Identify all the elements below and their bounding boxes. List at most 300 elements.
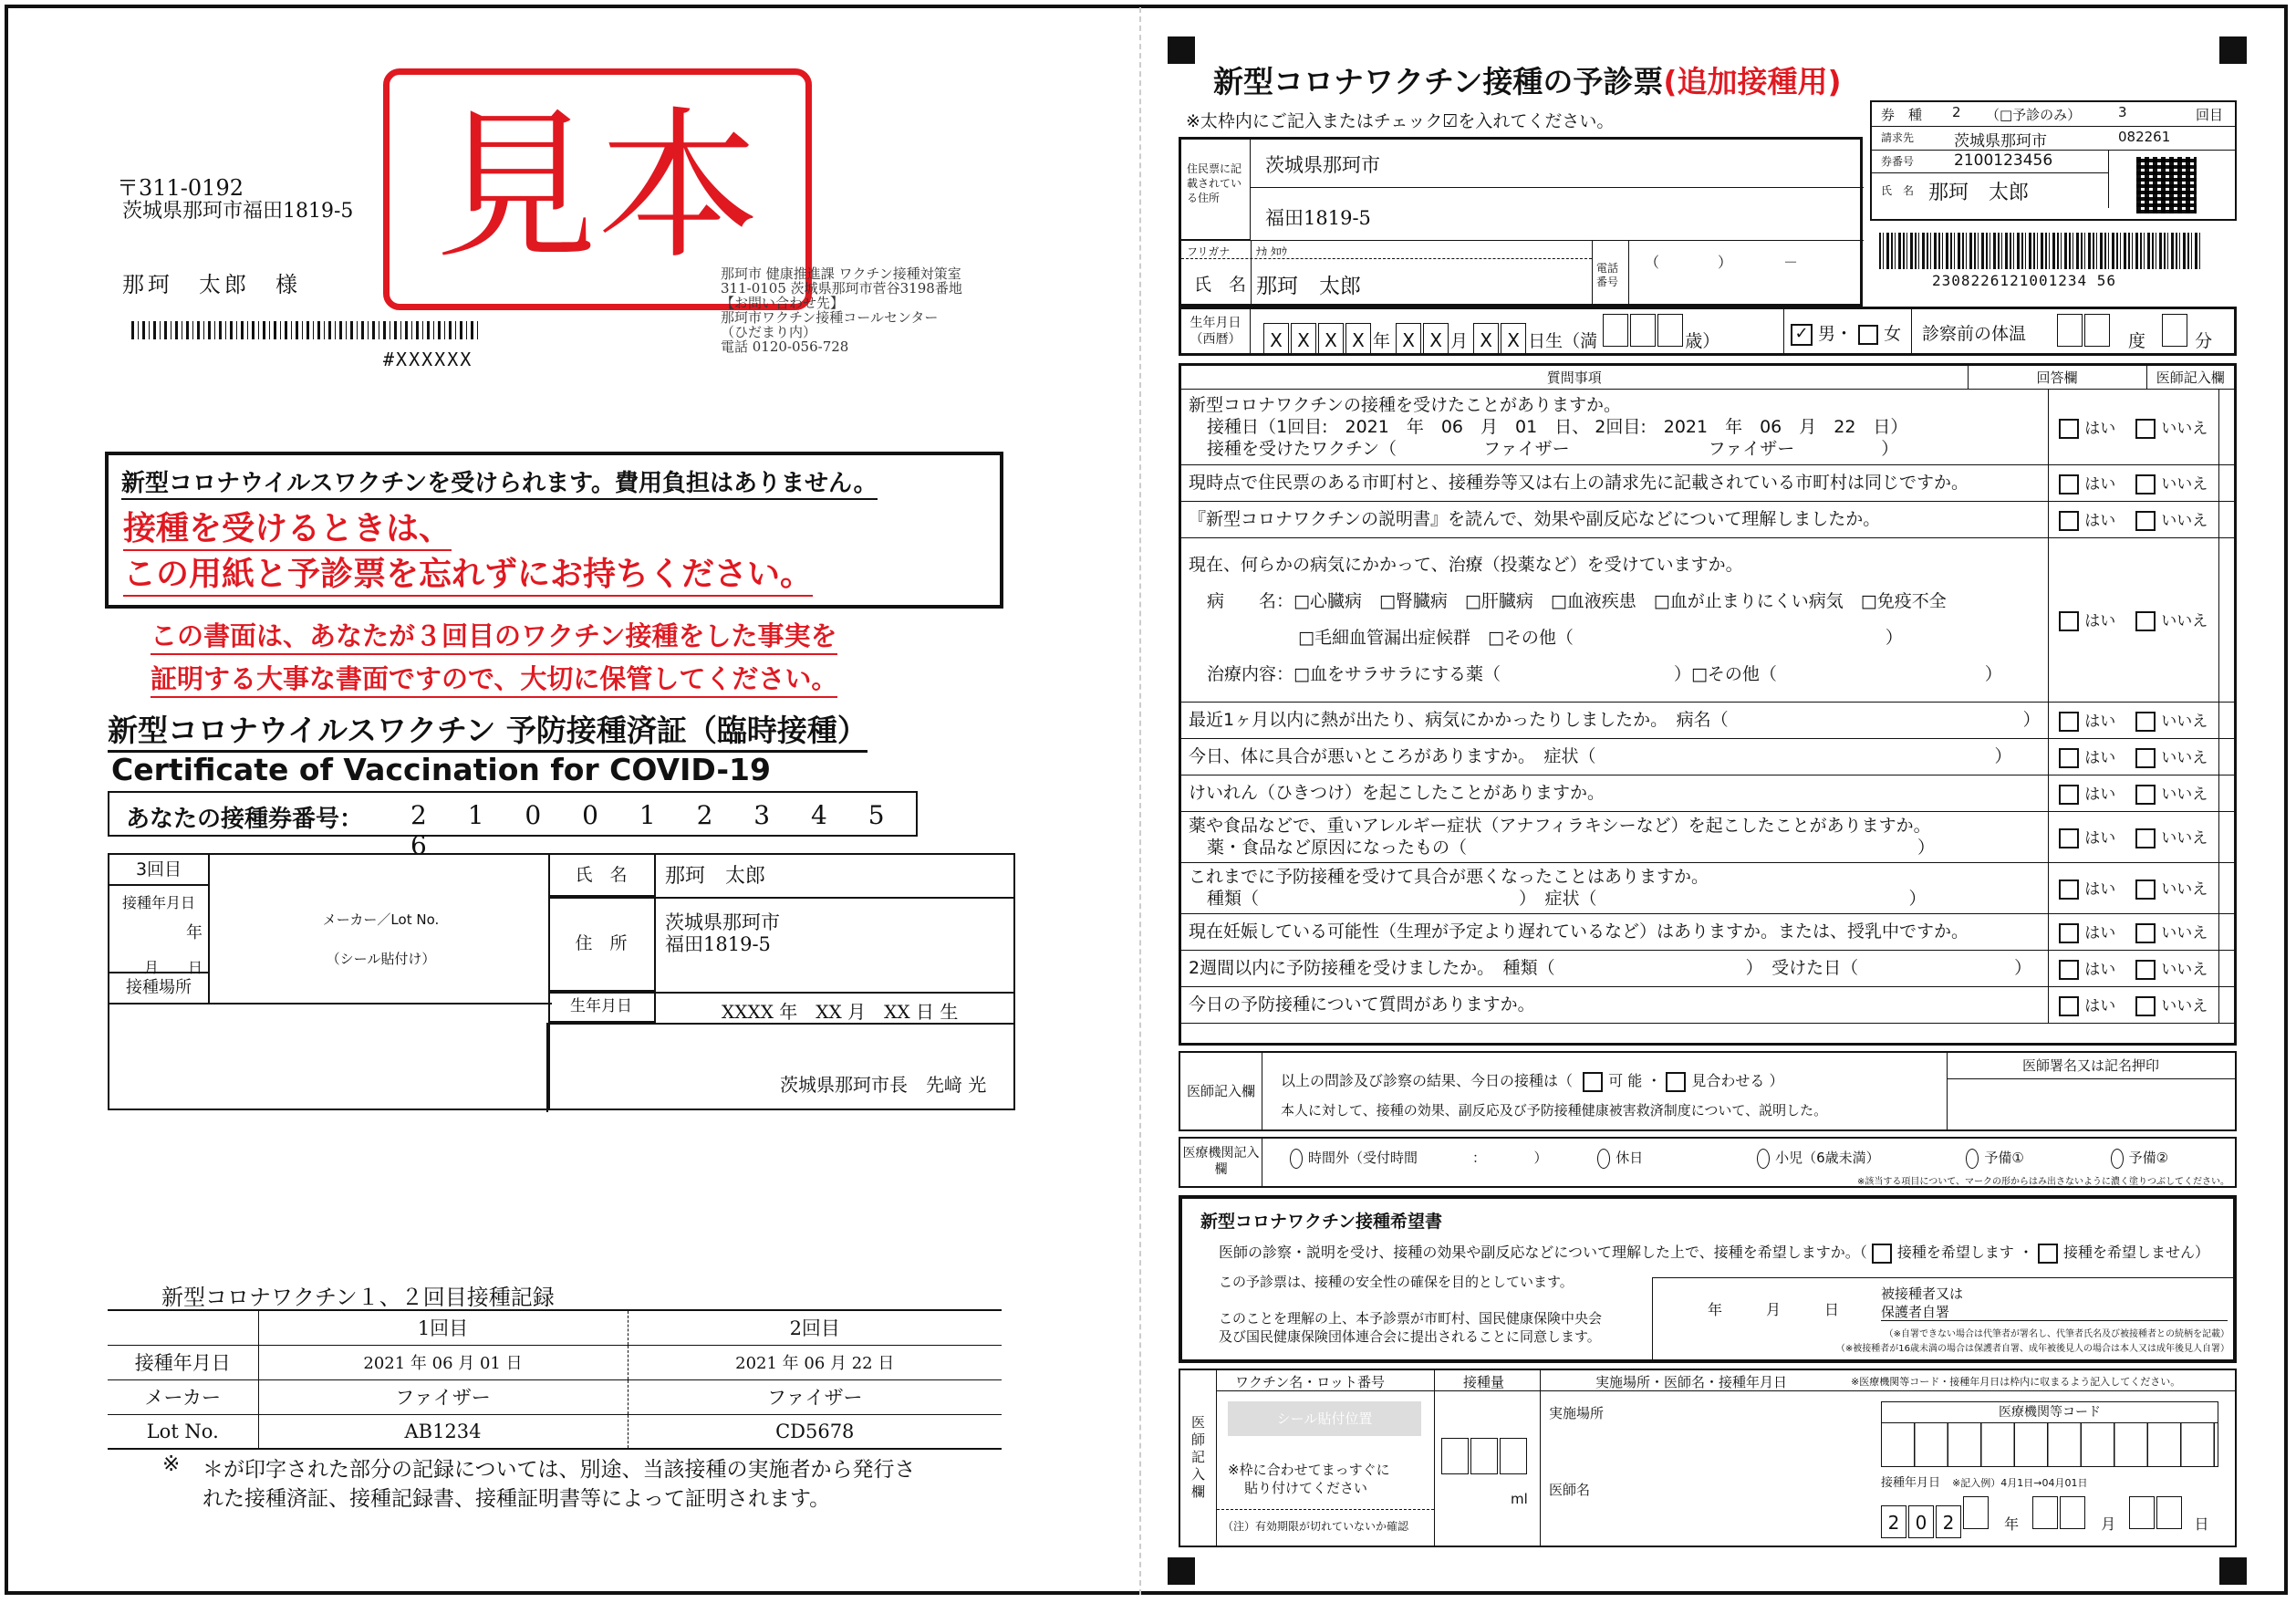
question-row (1181, 464, 2234, 501)
no-label: いいえ (2161, 961, 2208, 979)
yes-label: はい (2084, 880, 2116, 899)
clinic-section (1179, 1137, 2237, 1188)
answer-cell (2048, 390, 2218, 464)
doctor-explanation: 本人に対して、接種の効果、副反応及び予防接種健康被害救済制度について、説明した。 (1281, 1102, 1828, 1119)
registration-mark (2219, 1557, 2247, 1585)
wish-no-label: 接種を希望しません） (2063, 1244, 2210, 1261)
no-label: いいえ (2161, 612, 2208, 630)
no-checkbox[interactable] (2135, 419, 2156, 439)
day-digit[interactable]: X (1501, 323, 1526, 356)
doctor-note-cell[interactable] (2219, 811, 2235, 862)
signature-area[interactable] (1652, 1277, 2233, 1363)
answer-cell (2048, 913, 2218, 950)
yes-checkbox[interactable] (2059, 880, 2079, 900)
ticket-info-box (1870, 100, 2237, 221)
consent-agreement: このことを理解の上、本予診票が市町村、国民健康保険中央会 (1219, 1310, 1603, 1327)
vaccination-date-label (1881, 1473, 2087, 1490)
question-line: 現在妊娠している可能性（生理が予定より遅れているなど）はありますか。または、授乳中ですか。 (1189, 921, 1969, 942)
vdate-digit[interactable] (1963, 1496, 1989, 1529)
birth-digit[interactable]: X (1345, 323, 1371, 356)
no-checkbox[interactable] (2135, 511, 2156, 531)
vaccination-record (1179, 1369, 2237, 1547)
dose-label: 回目 (2196, 107, 2224, 123)
ticket-barcode-number: 2308226121001234 56 (1932, 272, 2117, 289)
question-row (1181, 986, 2234, 1023)
seikyu-value: 茨城県那珂市 (1954, 132, 2047, 151)
certificate-title-en: Certificate of Vaccination for COVID-19 (111, 752, 771, 787)
question-line: 薬・食品など原因になったもの（ ） (1207, 838, 1936, 858)
no-label: いいえ (2161, 924, 2208, 942)
birth-label: 生年月日（西暦） (1181, 309, 1251, 353)
doctor-note-cell[interactable] (2219, 950, 2235, 986)
yes-label: はい (2084, 961, 2116, 979)
footnote: ＊が印字された部分の記録については、別途、当該接種の実施者から発行さ (203, 1458, 916, 1482)
yes-checkbox[interactable] (2059, 923, 2079, 943)
seikyu-label: 請求先 (1881, 131, 1915, 144)
sender-line: 311-0105 茨城県那珂市菅谷3198番地 (721, 280, 962, 297)
sticker-label: （シール貼付け） (326, 951, 436, 967)
seikyu-code: 082261 (2118, 129, 2171, 145)
registration-mark (1168, 1557, 1195, 1585)
question-line: 『新型コロナワクチンの説明書』を読んで、効果や副反応などについて理解しましたか。 (1189, 509, 1881, 529)
date-cell (109, 886, 210, 976)
vdate-digit[interactable] (2129, 1496, 2155, 1529)
doctor-note-cell[interactable] (2219, 501, 2235, 537)
customer-barcode (131, 321, 478, 339)
doctor-note-cell[interactable] (2219, 738, 2235, 775)
mayor-signature: 茨城県那珂市長 先﨑 光 (780, 1074, 987, 1096)
yes-checkbox[interactable] (2059, 785, 2079, 805)
furigana-value: ﾅｶ ﾀﾛｳ (1256, 245, 1287, 258)
age-digit[interactable] (1603, 314, 1628, 347)
question-text (1181, 811, 2048, 862)
ticket-barcode (1879, 233, 2200, 269)
yes-checkbox[interactable] (2059, 748, 2079, 768)
no-label: いいえ (2161, 713, 2208, 731)
signer-label: 被接種者又は (1881, 1286, 1964, 1302)
clinic-note: ※該当する項目について、マークの形からはみ出さないように濃く塗りつぶしてください。 (1857, 1177, 2229, 1187)
no-label: いいえ (2161, 749, 2208, 767)
yes-checkbox[interactable] (2059, 712, 2079, 732)
record-cell: AB1234 (258, 1414, 628, 1449)
vaccine-section-label: 医師記入欄 (1180, 1370, 1217, 1546)
phone-value: （ ） － (1645, 254, 1799, 271)
important-notice: 証明する大事な書面ですので、大切に保管してください。 (151, 659, 837, 698)
vdate-digit[interactable]: 0 (1908, 1505, 1934, 1538)
doctor-section (1179, 1051, 2237, 1131)
sender-line: 【お問い合わせ先】 (721, 295, 845, 311)
separator: ・ (2018, 1244, 2033, 1261)
no-checkbox[interactable] (2135, 828, 2156, 848)
clinic-option: 時間外（受付時間 ： ） (1308, 1150, 1548, 1166)
ticket-value: 2100123456 (1954, 151, 2053, 170)
wish-yes-checkbox[interactable] (1872, 1244, 1892, 1264)
question-row (1181, 775, 2234, 811)
question-line: 病 名：□心臓病 □腎臓病 □肝臓病 □血液疾患 □血が止まりにくい病気 □免疫不全 (1207, 591, 1947, 611)
notice-line: 新型コロナウイルスワクチンを受けられます。費用負担はありません。 (121, 464, 878, 500)
yes-label: はい (2084, 829, 2116, 848)
yes-checkbox[interactable] (2059, 996, 2079, 1016)
no-checkbox[interactable] (2135, 748, 2156, 768)
clinic-option: 予備① (1984, 1150, 2024, 1166)
consent-purpose: この予診票は、接種の安全性の確保を目的としています。 (1219, 1274, 1574, 1290)
record-header: 1回目 (258, 1310, 628, 1345)
option-mark[interactable] (1290, 1149, 1303, 1169)
doctor-note-cell[interactable] (2219, 986, 2235, 1023)
birth-digit[interactable]: X (1318, 323, 1344, 356)
qr-code (2136, 157, 2197, 213)
question-line: 接種を受けたワクチン（ ファイザー ファイザー ） (1207, 438, 1899, 459)
yes-label: はい (2084, 512, 2116, 530)
question-text (1181, 537, 2048, 702)
questionnaire (1179, 363, 2237, 1046)
sticker-slot[interactable]: シール貼付位置 (1228, 1401, 1421, 1436)
postpone-checkbox[interactable] (1666, 1072, 1686, 1092)
date-label: 接種年月日 (121, 894, 195, 911)
doctor-note-cell[interactable] (2219, 775, 2235, 811)
notice-box (105, 452, 1003, 609)
question-list (1181, 390, 2234, 1024)
dose-digit[interactable] (1470, 1438, 1498, 1474)
certificate-title: 新型コロナウイルスワクチン 予防接種済証（臨時接種） (108, 707, 867, 753)
record-cell: CD5678 (628, 1414, 1002, 1449)
question-line: 最近1ヶ月以内に熱が出たり、病気にかかったりしましたか。 病名（ ） (1189, 710, 2041, 730)
sticker-note: 貼り付けてください (1244, 1480, 1368, 1496)
no-label: いいえ (2161, 419, 2208, 438)
expiry-note: （注）有効期限が切れていないか確認 (1222, 1520, 1409, 1533)
question-text (1181, 775, 2048, 811)
place-label: 接種場所 (109, 973, 210, 1004)
month-day-label: 月 日 (143, 959, 203, 976)
record-header: 2回目 (628, 1310, 1002, 1345)
no-label: いいえ (2161, 829, 2208, 848)
temp-fields (2057, 314, 2212, 352)
possible-checkbox[interactable] (1583, 1072, 1603, 1092)
male-checkbox[interactable]: ✓ (1791, 324, 1813, 346)
signature-date: 年 月 日 (1708, 1301, 1840, 1318)
clinic-option: 予備② (2128, 1150, 2169, 1166)
clinic-option: 休日 (1616, 1150, 1644, 1166)
doctor-note-cell[interactable] (2219, 702, 2235, 738)
address-value: 茨城県那珂市 (665, 911, 780, 933)
vaccination-date (1881, 1496, 2215, 1538)
site-note: ※医療機関等コード・接種年月日は枠内に収まるよう記入してください。 (1851, 1376, 2181, 1388)
vdate-digit[interactable] (2060, 1496, 2085, 1529)
ticket-number: 2 1 0 0 1 2 3 4 5 6 (410, 800, 901, 860)
record-cell: 2021 年 06 月 01 日 (258, 1345, 628, 1379)
site-label: 実施場所 (1549, 1405, 1605, 1421)
dose-label: 3回目 (109, 855, 210, 886)
male-label: 男・ (1818, 324, 1854, 344)
question-row (1181, 702, 2234, 738)
sticker-area (210, 855, 552, 1004)
name-label: 氏 名 (548, 855, 656, 897)
maker-label: メーカー／Lot No. (322, 911, 440, 928)
postpone-label: 見合わせる (1691, 1072, 1765, 1089)
vdate-label: 接種年月日 (1881, 1476, 1941, 1490)
signer-note: （※被接種者が16歳未満の場合は保護者自署、成年被後見人の場合は本人又は成年後見人自署） (1835, 1344, 2229, 1354)
vdate-digit[interactable]: 2 (1881, 1505, 1906, 1538)
signer-note: （※自署できない場合は代筆者が署名し、代筆者氏名及び被接種者との続柄を記載） (1884, 1329, 2229, 1339)
doctor-close: ） (1769, 1072, 1784, 1089)
wish-yes-label: 接種を希望します (1896, 1244, 2014, 1261)
no-checkbox[interactable] (2135, 712, 2156, 732)
temp-digit[interactable] (2162, 314, 2187, 347)
question-text (1181, 950, 2048, 986)
doctor-sign-label: 医師署名又は記名押印 (1947, 1053, 2235, 1079)
record-header (108, 1310, 258, 1345)
yobi-label: （□予診のみ） (1986, 107, 2082, 123)
birth-value: XXXX 年 XX 月 XX 日 生 (722, 1001, 959, 1023)
birth-fields (1263, 314, 1719, 356)
yes-checkbox[interactable] (2059, 960, 2079, 980)
kenshu-label: 券 種 (1881, 107, 1923, 123)
question-row (1181, 537, 2234, 702)
age-label: 歳） (1685, 331, 1720, 351)
question-row (1181, 390, 2234, 464)
sex-fields (1791, 320, 1901, 346)
temp-label: 診察前の体温 (1922, 324, 2027, 344)
question-text (1181, 464, 2048, 501)
female-label: 女 (1884, 324, 1902, 344)
separator: ・ (1647, 1072, 1662, 1089)
postal-code: 〒311-0192 (117, 175, 244, 201)
month-digit[interactable]: X (1423, 323, 1449, 356)
yes-label: はい (2084, 749, 2116, 767)
option-mark[interactable] (1597, 1149, 1610, 1169)
question-row (1181, 501, 2234, 537)
doctor-section-label: 医師記入欄 (1180, 1053, 1262, 1129)
question-text (1181, 702, 2048, 738)
year-label: 年 (186, 923, 203, 942)
no-checkbox[interactable] (2135, 474, 2156, 494)
kenshu-value: 2 (1952, 104, 1961, 120)
option-mark[interactable] (2111, 1149, 2124, 1169)
age-digit[interactable] (1657, 314, 1683, 347)
vdate-day: 日 (2194, 1515, 2209, 1533)
option-mark[interactable] (1757, 1149, 1770, 1169)
vdate-digit[interactable] (2156, 1496, 2182, 1529)
resident-address: 茨城県那珂市 (1265, 154, 1380, 176)
question-line: 今日、体に具合が悪いところがありますか。 症状（ ） (1189, 746, 2012, 766)
no-label: いいえ (2161, 786, 2208, 804)
answer-cell (2048, 986, 2218, 1023)
temp-digit[interactable] (2057, 314, 2083, 347)
furigana-label: フリガナ (1187, 245, 1231, 258)
name-label: 氏 名 (1881, 184, 1915, 197)
day-digit[interactable]: X (1473, 323, 1499, 356)
question-row (1181, 950, 2234, 986)
option-mark[interactable] (1966, 1149, 1979, 1169)
dose-digit[interactable] (1441, 1438, 1469, 1474)
doctor-decision (1281, 1069, 1784, 1092)
address-label: 住 所 (548, 897, 656, 992)
yes-checkbox[interactable] (2059, 474, 2079, 494)
question-line: けいれん（ひきつけ）を起こしたことがありますか。 (1189, 783, 1605, 803)
dose-record-table (108, 1309, 1002, 1450)
question-row (1181, 862, 2234, 913)
yes-label: はい (2084, 786, 2116, 804)
fold-line (1139, 7, 1141, 1595)
answer-cell (2048, 862, 2218, 913)
question-row (1181, 738, 2234, 775)
registration-mark (2219, 36, 2247, 64)
no-label: いいえ (2161, 475, 2208, 494)
doctor-note-cell[interactable] (2219, 913, 2235, 950)
record-cell: ファイザー (628, 1379, 1002, 1414)
answer-header: 回答欄 (1968, 366, 2146, 390)
birth-row (1179, 307, 2237, 356)
month-label: 月 (1450, 331, 1469, 351)
consent-question (1219, 1241, 2209, 1264)
question-line: 新型コロナワクチンの接種を受けたことがありますか。 (1189, 394, 1622, 415)
yes-checkbox[interactable] (2059, 419, 2079, 439)
record-cell: ファイザー (258, 1379, 628, 1414)
clinic-label: 医療機関記入欄 (1180, 1139, 1262, 1186)
yes-label: はい (2084, 419, 2116, 438)
sample-stamp-text: 見本 (435, 92, 760, 281)
yes-checkbox[interactable] (2059, 511, 2079, 531)
form-title-red: (追加接種用) (1663, 64, 1842, 99)
doctor-text: 以上の問診及び診察の結果、今日の接種は（ (1281, 1072, 1574, 1089)
sender-block (721, 266, 962, 354)
barcode-code: #XXXXXX (383, 349, 473, 370)
name-label: 氏 名 (1194, 275, 1247, 295)
footnote-mark: ※ (162, 1452, 181, 1476)
birth-digit[interactable]: X (1263, 323, 1289, 356)
temp-minute: 分 (2195, 331, 2213, 351)
year-label: 年 (1373, 331, 1391, 351)
clinic-options (1290, 1148, 2168, 1169)
signer-label: 保護者自署 (1881, 1304, 1950, 1320)
name-value: 那珂 太郎 (1928, 182, 2030, 204)
vdate-digit[interactable] (2032, 1496, 2058, 1529)
no-checkbox[interactable] (2135, 960, 2156, 980)
sender-line: 那珂市 健康推進課 ワクチン接種対策室 (721, 265, 961, 282)
no-label: いいえ (2161, 512, 2208, 530)
doctor-note-cell[interactable] (2219, 537, 2235, 702)
notice-red-line: 接種を受けるときは、 (123, 503, 452, 551)
footnote: れた接種済証、接種記録書、接種証明書等によって証明されます。 (203, 1487, 831, 1511)
doctor-note-cell[interactable] (2219, 862, 2235, 913)
personal-info-box (1179, 137, 1863, 307)
record-title: 新型コロナワクチン１、２回目接種記録 (161, 1285, 555, 1310)
clinic-option: 小児（6歳未満） (1775, 1150, 1880, 1166)
ticket-number-label: あなたの接種券番号： (126, 806, 364, 833)
no-checkbox[interactable] (2135, 880, 2156, 900)
question-line: 種類（ ） 症状（ ） (1207, 889, 1927, 909)
birth-digit[interactable]: X (1291, 323, 1316, 356)
clinic-code-label: 医療機関等コード (1882, 1402, 2218, 1423)
question-text (1181, 862, 2048, 913)
answer-cell (2048, 537, 2218, 702)
name-value: 那珂 太郎 (665, 865, 766, 888)
address-value: 福田1819-5 (665, 933, 771, 955)
question-line: 治療内容：□血をサラサラにする薬（ ）□その他（ ） (1207, 664, 2002, 684)
yes-checkbox[interactable] (2059, 611, 2079, 631)
answer-cell (2048, 464, 2218, 501)
form-title-text: 新型コロナワクチン接種の予診票 (1213, 64, 1664, 99)
female-checkbox[interactable] (1858, 325, 1878, 345)
doctor-note-cell[interactable] (2219, 390, 2235, 464)
site-header: 実施場所・医師名・接種年月日 (1595, 1374, 1788, 1390)
dose3-record (108, 853, 550, 1110)
wish-no-checkbox[interactable] (2038, 1244, 2058, 1264)
answer-cell (2048, 775, 2218, 811)
resident-label: 住民票に記載されている住所 (1181, 140, 1251, 240)
question-row (1181, 913, 2234, 950)
question-text (1181, 986, 2048, 1023)
sender-line: 那珂市ワクチン接種コールセンター (721, 309, 939, 326)
clinic-code-cells[interactable] (1882, 1423, 2218, 1467)
question-line: 接種日（1回目: 2021 年 06 月 01 日、 2回目: 2021 年 06 月 22 日） (1207, 416, 1908, 437)
age-digit[interactable] (1630, 314, 1656, 347)
consent-text: 医師の診察・説明を受け、接種の効果や副反応などについて理解した上で、接種を希望しますか。（ (1219, 1244, 1867, 1261)
consent-title: 新型コロナワクチン接種希望書 (1200, 1212, 1443, 1232)
question-text (1181, 390, 2048, 464)
registration-mark (1168, 36, 1195, 64)
question-header: 質問事項 (1181, 366, 1968, 390)
possible-label: 可 能 (1608, 1072, 1643, 1089)
question-line: 2週間以内に予防接種を受けましたか。 種類（ ） 受けた日（ ） (1189, 958, 2032, 978)
no-checkbox[interactable] (2135, 996, 2156, 1016)
sticker-note: ※枠に合わせてまっすぐに (1228, 1462, 1390, 1478)
question-text (1181, 738, 2048, 775)
answer-cell (2048, 738, 2218, 775)
temp-degree: 度 (2128, 331, 2146, 351)
vaccine-header: ワクチン名・ロット番号 (1235, 1374, 1385, 1390)
no-checkbox[interactable] (2135, 785, 2156, 805)
vdate-year: 年 (2004, 1515, 2020, 1533)
answer-cell (2048, 811, 2218, 862)
question-text (1181, 913, 2048, 950)
no-label: いいえ (2161, 880, 2208, 899)
dose-digit[interactable] (1500, 1438, 1527, 1474)
record-cell: 2021 年 06 月 22 日 (628, 1345, 1002, 1379)
important-notice: この書面は、あなたが３回目のワクチン接種をした事実を (151, 616, 837, 655)
resident-address: 福田1819-5 (1265, 207, 1371, 229)
no-checkbox[interactable] (2135, 611, 2156, 631)
question-line: 現在、何らかの病気にかかって、治療（投薬など）を受けていますか。 (1189, 555, 1743, 575)
notice-red-line: この用紙と予診票を忘れずにお持ちください。 (123, 548, 813, 597)
doctor-header: 医師記入欄 (2146, 366, 2234, 390)
question-row (1181, 811, 2234, 862)
month-digit[interactable]: X (1396, 323, 1421, 356)
ml-unit: ml (1511, 1491, 1528, 1507)
clinic-code-box[interactable] (1881, 1401, 2218, 1467)
birth-label: 生年月日 (548, 992, 656, 1023)
doctor-note-cell[interactable] (2219, 464, 2235, 501)
answer-cell (2048, 702, 2218, 738)
no-checkbox[interactable] (2135, 923, 2156, 943)
vdate-digit[interactable]: 2 (1936, 1505, 1961, 1538)
record-row-label: 接種年月日 (134, 1352, 231, 1374)
yes-checkbox[interactable] (2059, 828, 2079, 848)
form-instruction: ※太枠内にご記入またはチェック☑を入れてください。 (1186, 111, 1615, 131)
consent-section (1179, 1195, 2237, 1363)
vdate-month: 月 (2101, 1515, 2116, 1533)
dose-value: 3 (2118, 104, 2127, 120)
name-value: 那珂 太郎 (1256, 275, 1361, 298)
doctor-name-label: 医師名 (1549, 1482, 1591, 1498)
no-label: いいえ (2161, 997, 2208, 1015)
question-rows (1181, 390, 2234, 1024)
recipient-address: 茨城県那珂市福田1819-5 (122, 200, 354, 223)
phone-label: 電話番号 (1596, 262, 1619, 288)
yes-label: はい (2084, 475, 2116, 494)
question-line: 薬や食品などで、重いアレルギー症状（アナフィラキシーなど）を起こしたことがありますか。 (1189, 816, 1931, 836)
temp-digit[interactable] (2084, 314, 2110, 347)
